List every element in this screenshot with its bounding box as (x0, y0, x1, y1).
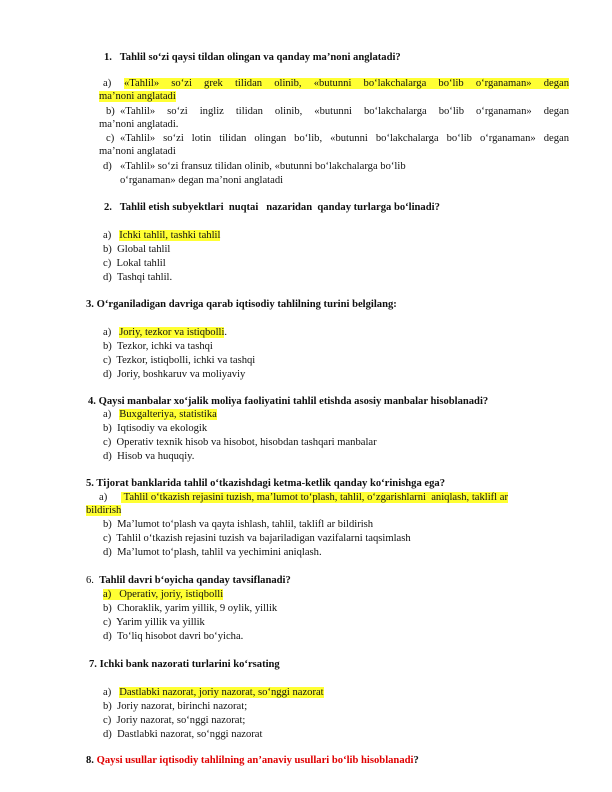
question-8 (86, 755, 419, 767)
option-letter: b) (103, 603, 112, 614)
option-4c[interactable] (103, 437, 377, 449)
option-letter: b) (103, 244, 112, 255)
option-letter: c) (103, 355, 112, 366)
question-2 (104, 202, 440, 214)
option-letter: c) (106, 133, 115, 144)
question-mark: ? (413, 755, 419, 766)
option-3d[interactable] (103, 369, 245, 381)
question-number: 2. (104, 202, 112, 213)
question-number: 8. (86, 755, 94, 766)
option-3a[interactable]: a) Joriy, tezkor va istiqbolli. (103, 327, 228, 338)
option-1a-text-line1: «Tahlil» so‘zi grek tilidan olinib, «butunni bo‘lakchalarga bo‘lib o‘rganaman» degan (124, 78, 569, 89)
option-text: Buxgalteriya, statistika (119, 409, 217, 420)
option-text: Dastlabki nazorat, joriy nazorat, so‘nggi nazorat (119, 687, 324, 698)
option-text: Operativ, joriy, istiqbolli (119, 589, 224, 600)
option-5d[interactable] (103, 547, 322, 559)
option-1c-text-line1: «Tahlil» so‘zi lotin tilidan olingan bo‘lib, «butunni bo‘lakchalarga bo‘lib o‘rganaman» degan (120, 133, 569, 144)
option-7b[interactable] (103, 701, 247, 713)
option-5a[interactable] (99, 492, 107, 504)
option-text: Ma’lumot to‘plash, tahlil va yechimini aniqlash. (117, 547, 322, 558)
question-number: 4. (88, 396, 96, 407)
option-text: Hisob va huquqiy. (117, 451, 195, 462)
option-letter: a) (103, 78, 112, 89)
option-text: Global tahlil (117, 244, 171, 255)
option-7c[interactable] (103, 715, 245, 727)
question-number: 1. (104, 52, 112, 63)
option-letter: a) (103, 327, 112, 338)
option-5a-text-line1: Tahlil o‘tkazish rejasini tuzish, ma’lumot to‘plash, tahlil, o‘zgarishlarni aniqlash, taklifl ar (121, 492, 509, 503)
option-5c[interactable] (103, 533, 411, 545)
option-letter: a) (103, 687, 112, 698)
option-text: Joriy, tezkor va istiqbolli (119, 327, 225, 338)
option-letter: c) (103, 258, 112, 269)
option-letter: a) (103, 409, 112, 420)
option-text: Tahlil o‘tkazish rejasini tuzish va bajariladigan vazifalarni taqsimlash (116, 533, 411, 544)
question-text: Tahlil davri b‘oyicha qanday tavsiflanadi? (99, 575, 291, 586)
question-7 (89, 659, 280, 671)
option-2b[interactable] (103, 244, 170, 256)
question-1 (104, 52, 401, 64)
option-letter: d) (103, 631, 112, 642)
question-4 (88, 396, 488, 408)
option-letter: d) (103, 161, 112, 172)
option-1c[interactable] (106, 133, 114, 145)
question-6 (86, 575, 291, 587)
option-text: Tezkor, ichki va tashqi (116, 341, 213, 352)
option-letter: b) (103, 341, 112, 352)
question-number: 6. (86, 575, 94, 586)
option-letter: d) (103, 451, 112, 462)
option-letter: b) (103, 423, 112, 434)
option-4d[interactable] (103, 451, 194, 463)
option-text: Yarim yillik va yillik (116, 617, 205, 628)
option-text: Joriy nazorat, birinchi nazorat; (117, 701, 248, 712)
option-letter: a) (103, 230, 112, 241)
option-3c[interactable] (103, 355, 255, 367)
option-letter: d) (103, 547, 112, 558)
option-4b[interactable] (103, 423, 207, 435)
option-letter: d) (103, 729, 112, 740)
option-1a-text-line2: ma’noni anglatadi (99, 91, 176, 102)
option-6a[interactable] (103, 589, 223, 601)
question-number: 7. (89, 659, 97, 670)
option-letter: d) (103, 369, 112, 380)
option-7d[interactable] (103, 729, 262, 741)
option-text: Iqtisodiy va ekologik (117, 423, 208, 434)
option-1d-text-line2: o‘rganaman» degan ma’noni anglatadi (120, 175, 284, 186)
option-4a[interactable] (103, 409, 217, 421)
option-3b[interactable] (103, 341, 213, 353)
option-5a-text-line2: bildirish (86, 505, 122, 516)
option-2c[interactable] (103, 258, 166, 270)
option-5b[interactable] (103, 519, 373, 531)
option-1b[interactable] (106, 106, 115, 118)
option-text: Operativ texnik hisob va hisobot, hisobdan tashqari manbalar (116, 437, 377, 448)
option-letter: c) (103, 617, 112, 628)
option-text: Tezkor, istiqbolli, ichki va tashqi (116, 355, 256, 366)
option-text: Dastlabki nazorat, so‘nggi nazorat (117, 729, 263, 740)
question-number: 5. (86, 478, 94, 489)
option-text: Choraklik, yarim yillik, 9 oylik, yillik (117, 603, 278, 614)
option-text: Lokal tahlil (116, 258, 166, 269)
option-letter: c) (103, 715, 112, 726)
option-text: Joriy nazorat, so‘nggi nazorat; (116, 715, 246, 726)
option-letter: b) (103, 519, 112, 530)
question-text: Tahlil etish subyektlari nuqtai nazaridan qanday turlarga bo‘linadi? (119, 202, 440, 213)
question-text: Ichki bank nazorati turlarini ko‘rsating (99, 659, 280, 670)
option-text: Ma’lumot to‘plash va qayta ishlash, tahlil, taklifl ar bildirish (117, 519, 374, 530)
question-text: Tahlil so‘zi qaysi tildan olingan va qanday ma’noni anglatadi? (119, 52, 401, 63)
option-letter: d) (103, 272, 112, 283)
option-1c-text-line2: ma’noni anglatadi (99, 146, 176, 157)
option-6b[interactable] (103, 603, 277, 615)
option-letter: a) (103, 589, 112, 600)
question-text: O‘rganiladigan davriga qarab iqtisodiy tahlilning turini belgilang: (96, 299, 397, 310)
option-text: Joriy, boshkaruv va moliyaviy (117, 369, 246, 380)
option-7a[interactable] (103, 687, 324, 699)
option-letter: c) (103, 533, 112, 544)
option-text: To‘liq hisobot davri bo‘yicha. (116, 631, 244, 642)
option-6d[interactable] (103, 631, 243, 643)
option-2d[interactable] (103, 272, 172, 284)
option-1b-text-line1: «Tahlil» so‘zi ingliz tilidan olinib, «butunni bo‘lakchalarga bo‘lib o‘rganaman» degan (120, 106, 569, 117)
option-text: Ichki tahlil, tashki tahlil (119, 230, 221, 241)
option-letter: b) (103, 701, 112, 712)
question-text: Qaysi usullar iqtisodiy tahlilning an’anaviy usullari bo‘lib hisoblanadi (96, 755, 414, 766)
question-number: 3. (86, 299, 94, 310)
option-6c[interactable] (103, 617, 205, 629)
option-1d[interactable] (103, 161, 112, 173)
option-1d-text-line1: «Tahlil» so‘zi fransuz tilidan olinib, «butunni bo‘lakchalarga bo‘lib (120, 161, 406, 172)
option-letter: a) (99, 492, 108, 503)
option-2a[interactable] (103, 230, 220, 242)
option-letter: c) (103, 437, 112, 448)
option-letter: b) (106, 106, 115, 117)
option-text: Tashqi tahlil. (116, 272, 173, 283)
question-5 (86, 478, 445, 490)
option-1b-text-line2: ma’noni anglatadi. (99, 119, 179, 130)
question-3 (86, 299, 397, 311)
question-text: Qaysi manbalar xo‘jalik moliya faoliyatini tahlil etishda asosiy manbalar hisoblanadi? (98, 396, 489, 407)
question-text: Tijorat banklarida tahlil o‘tkazishdagi ketma-ketlik qanday ko‘rinishga ega? (96, 478, 445, 489)
